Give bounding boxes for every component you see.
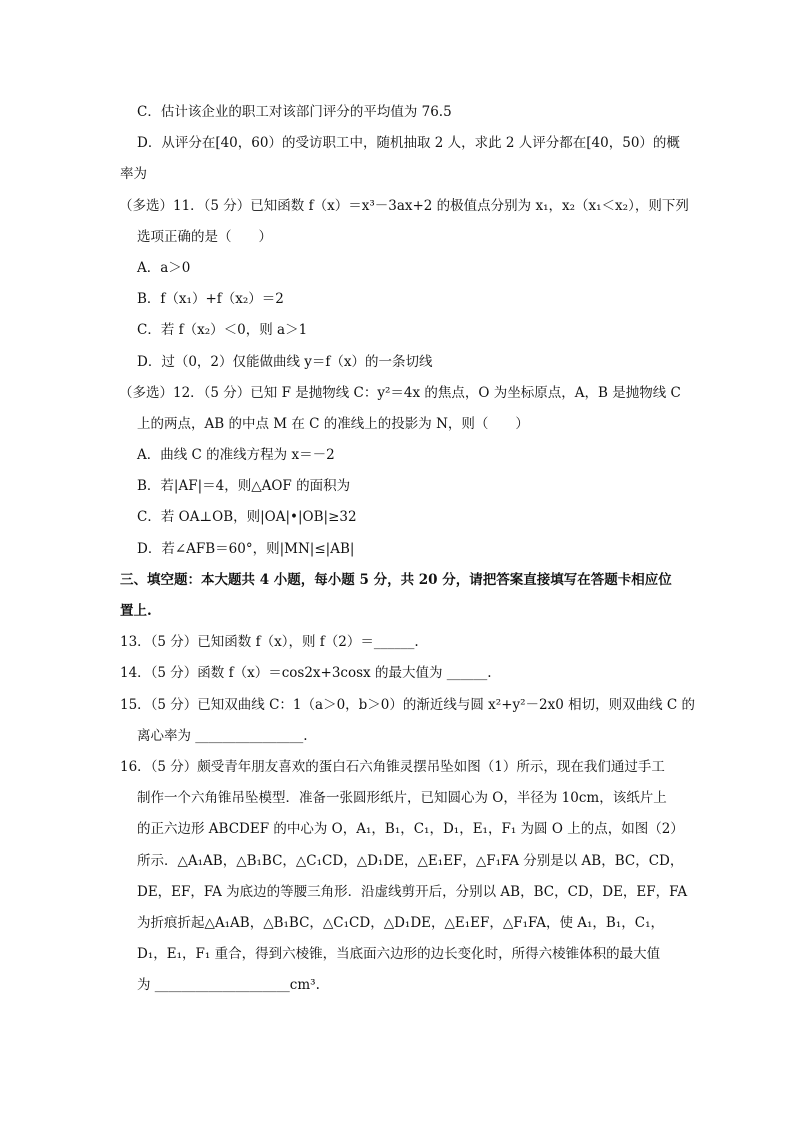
- q12-stem-line2: 上的两点，AB 的中点 M 在 C 的准线上的投影为 N，则（ ）: [137, 416, 529, 432]
- section-3-heading-line1: 三、填空题：本大题共 4 小题，每小题 5 分，共 20 分，请把答案直接填写在答题卡相应位: [120, 572, 672, 588]
- q12-stem-line1: （多选）12．（5 分）已知 F 是抛物线 C：y²＝4x 的焦点，O 为坐标原点，A，B 是抛物线 C: [119, 385, 681, 401]
- q16-line3: 的正六边形 ABCDEF 的中心为 O，A₁，B₁，C₁，D₁，E₁，F₁ 为圆 O 上的点，如图（2）: [137, 821, 684, 837]
- q14: 14．（5 分）函数 f（x）＝cos2x+3cosx 的最大值为 ______.: [120, 665, 492, 681]
- q11-option-c: C．若 f（x₂）＜0，则 a＞1: [137, 322, 308, 338]
- q16-line2: 制作一个六角锥吊坠模型．准备一张圆形纸片，已知圆心为 O，半径为 10cm，该纸片上: [137, 790, 667, 806]
- section-3-heading-line2: 置上.: [120, 603, 152, 619]
- q16-line5: DE，EF，FA 为底边的等腰三角形．沿虚线剪开后，分别以 AB，BC，CD，DE，EF，FA: [137, 884, 688, 900]
- q10-option-d-line2: 率为: [120, 166, 147, 182]
- q12-option-d: D．若∠AFB＝60°，则|MN|≤|AB|: [137, 541, 355, 557]
- q11-stem-line2: 选项正确的是（ ）: [137, 229, 272, 245]
- q15-line1: 15．（5 分）已知双曲线 C：1（a＞0，b＞0）的渐近线与圆 x²+y²－2x0 相切，则双曲线 C 的: [120, 697, 696, 713]
- q15-line2: 离心率为 ________________.: [137, 728, 308, 744]
- q16-line4: 所示．△A₁AB，△B₁BC，△C₁CD，△D₁DE，△E₁EF，△F₁FA 分别是以 AB，BC，CD，: [137, 853, 684, 869]
- q12-option-c: C．若 OA⊥OB，则|OA|•|OB|≥32: [137, 509, 357, 525]
- q16-line8: 为 ____________________cm³.: [137, 977, 320, 993]
- q11-option-d: D．过（0，2）仅能做曲线 y＝f（x）的一条切线: [137, 354, 433, 370]
- q12-option-a: A．曲线 C 的准线方程为 x＝－2: [137, 447, 335, 463]
- q16-line6: 为折痕折起△A₁AB，△B₁BC，△C₁CD，△D₁DE，△E₁EF，△F₁FA，使 A₁，B₁，C₁，: [137, 915, 665, 931]
- q12-option-b: B．若|AF|＝4，则△AOF 的面积为: [137, 478, 351, 494]
- q16-line7: D₁，E₁，F₁ 重合，得到六棱锥，当底面六边形的边长变化时，所得六棱锥体积的最大值: [137, 946, 661, 962]
- q11-option-a: A．a＞0: [137, 260, 191, 276]
- q16-line1: 16．（5 分）颇受青年朋友喜欢的蛋白石六角锥灵摆吊坠如图（1）所示，现在我们通过手工: [120, 759, 665, 775]
- q10-option-c: C．估计该企业的职工对该部门评分的平均值为 76.5: [137, 104, 452, 120]
- q11-stem-line1: （多选）11．（5 分）已知函数 f（x）＝x³－3ax+2 的极值点分别为 x₁，x₂（x₁＜x₂），则下列: [119, 198, 689, 214]
- q10-option-d-line1: D．从评分在[40，60）的受访职工中，随机抽取 2 人，求此 2 人评分都在[40，50）的概: [137, 135, 680, 151]
- q11-option-b: B．f（x₁）+f（x₂）＝2: [137, 291, 284, 307]
- q13: 13．（5 分）已知函数 f（x），则 f（2）＝______.: [120, 634, 419, 650]
